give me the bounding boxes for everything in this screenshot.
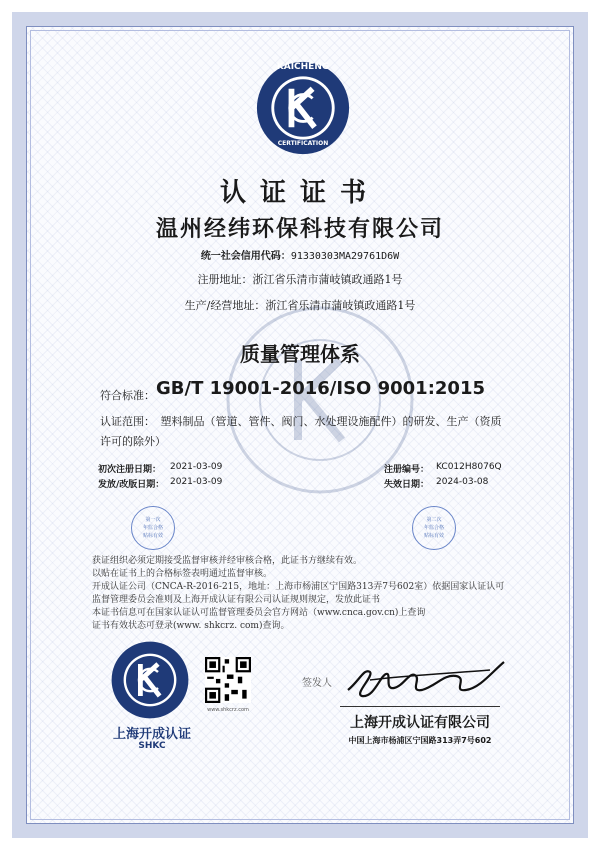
issue-date-value: 2021-03-09 [170, 477, 223, 487]
first-registration-value: 2021-03-09 [170, 462, 223, 472]
issuer-address: 中国上海市杨浦区宁国路313弄7号602 [348, 736, 492, 745]
issue-date [98, 477, 164, 490]
certificate-number-value: KC012H8076Q [436, 462, 502, 472]
registered-address: 注册地址：浙江省乐清市蒲岐镇政通路1号 [197, 273, 403, 286]
credit-code [0, 247, 600, 262]
note-line: 以贴在证书上的合格标签表明通过监督审核。 [92, 569, 273, 579]
logo-top-text: KAICHENG [276, 62, 330, 72]
brand-english: SHKC [138, 741, 166, 751]
expiry-date [384, 477, 429, 490]
logo-bottom-text: CERTIFICATION [277, 140, 329, 147]
management-system: 质量管理体系 [240, 342, 360, 366]
issuer-name: 上海开成认证有限公司 [350, 715, 490, 731]
issue-date-label: 发放/改版日期： [98, 480, 165, 490]
qr-code[interactable] [205, 657, 251, 703]
signer-label: 签发人 [302, 678, 332, 689]
certificate-number-value-wrap [436, 462, 502, 472]
expiry-date-label: 失效日期： [384, 480, 430, 490]
certificate-notes [92, 555, 522, 633]
first-registration-label: 初次注册日期： [98, 465, 162, 475]
note-line: 监督管理委员会准则及上海开成认证有限公司认证规则规定，发放此证书 [92, 595, 381, 605]
certificate-number [384, 462, 429, 475]
kaicheng-logo-bottom [110, 640, 190, 720]
issue-date-value-wrap [170, 477, 222, 487]
certificate-number-label: 注册编号： [384, 465, 430, 475]
expiry-date-value-wrap [436, 477, 488, 487]
annual-audit-seal-2: 第二次 年监合格 贴标有效 [412, 506, 456, 550]
first-registration [98, 462, 161, 475]
scope-line-2: 许可的除外） [100, 435, 166, 448]
scope-line-1: 认证范围： 塑料制品（管道、管件、阀门、水处理设施配件）的研发、生产（资质 [100, 415, 502, 428]
signature [340, 650, 510, 706]
standard-label: 符合标准： [100, 389, 155, 402]
note-line: 开成认证公司（CNCA-R-2016-215，地址：上海市杨浦区宁国路313弄7号602室）依据国家认证认可 [92, 582, 505, 592]
standard-value: GB/T 19001-2016/ISO 9001:2015 [156, 378, 486, 399]
note-line: 本证书信息可在国家认证认可监督管理委员会官方网站（www.cnca.gov.cn)上查询 [92, 608, 426, 618]
certificate-title: 认证证书 [219, 178, 380, 208]
production-address: 生产/经营地址：浙江省乐清市蒲岐镇政通路1号 [184, 299, 416, 312]
note-line: 获证组织必须定期接受监督审核并经审核合格，此证书方继续有效。 [92, 556, 363, 566]
qr-url: www.shkcrz.com [207, 707, 249, 713]
annual-audit-seal-1: 第一次 年监合格 贴标有效 [131, 506, 175, 550]
brand-chinese: 上海开成认证 [112, 727, 191, 742]
credit-code-label: 统一社会信用代码： [200, 251, 291, 262]
note-line: 证书有效状态可登录(www. shkcrz. com)查询。 [92, 621, 290, 631]
credit-code-value: 91330303MA29761D6W [290, 251, 400, 262]
signature-line [340, 706, 500, 707]
company-name: 温州经纬环保科技有限公司 [155, 216, 444, 242]
first-registration-date [170, 462, 222, 472]
certification-scope [100, 412, 520, 452]
expiry-date-value: 2024-03-08 [436, 477, 489, 487]
